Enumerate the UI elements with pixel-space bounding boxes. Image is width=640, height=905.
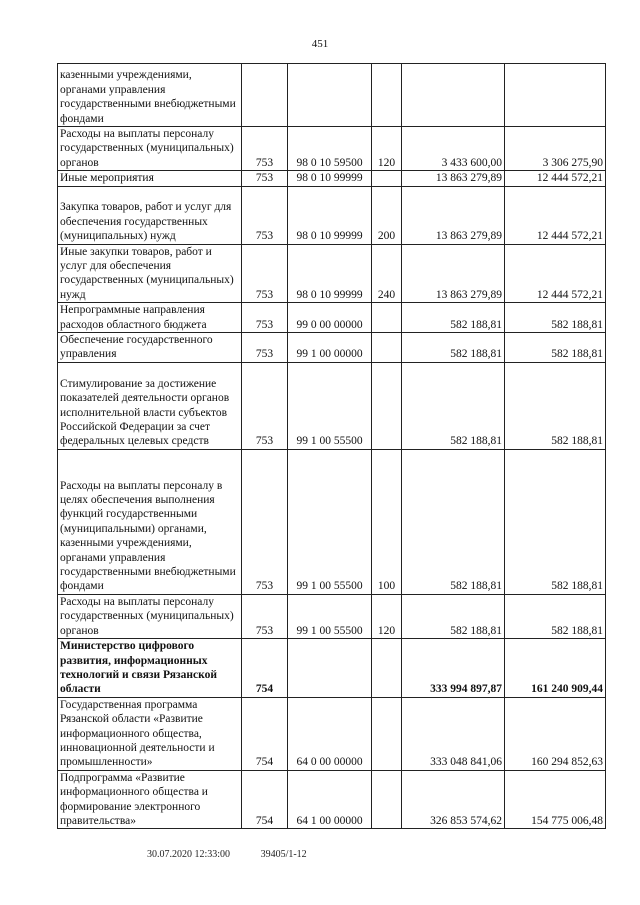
row-sum-2021-cell: 160 294 852,63 [505, 697, 606, 770]
row-sum-2020-cell: 13 863 279,89 [402, 244, 505, 303]
row-ved-cell [242, 64, 288, 127]
row-vr-cell [372, 362, 402, 449]
table-row [58, 244, 606, 303]
table-row [58, 186, 606, 244]
row-csr-cell: 99 1 00 55500 [288, 362, 372, 449]
row-sum-2020-cell: 3 433 600,00 [402, 127, 505, 171]
row-ved-cell: 754 [242, 639, 288, 698]
row-sum-2021-cell: 12 444 572,21 [505, 244, 606, 303]
row-csr-cell: 64 1 00 00000 [288, 770, 372, 829]
row-csr-cell [288, 639, 372, 698]
row-csr-cell: 99 1 00 00000 [288, 333, 372, 363]
row-name-cell: Иные закупки товаров, работ и услуг для обеспечения государственных (муниципальных) нужд [58, 244, 242, 303]
row-csr-cell: 99 0 00 00000 [288, 303, 372, 333]
row-vr-cell: 100 [372, 449, 402, 594]
row-ved-cell: 754 [242, 770, 288, 829]
row-ved-cell: 753 [242, 186, 288, 244]
row-csr-cell: 99 1 00 55500 [288, 449, 372, 594]
row-sum-2020-cell: 333 048 841,06 [402, 697, 505, 770]
row-ved-cell: 753 [242, 127, 288, 171]
row-vr-cell: 240 [372, 244, 402, 303]
row-sum-2020-cell: 582 188,81 [402, 333, 505, 363]
row-vr-cell: 120 [372, 127, 402, 171]
table-row [58, 594, 606, 638]
row-name-cell: Расходы на выплаты персоналу государственных (муниципальных) органов [58, 594, 242, 638]
row-sum-2020-cell: 582 188,81 [402, 594, 505, 638]
row-sum-2021-cell: 3 306 275,90 [505, 127, 606, 171]
row-sum-2020-cell: 582 188,81 [402, 362, 505, 449]
row-ved-cell: 753 [242, 594, 288, 638]
table-row [58, 449, 606, 594]
row-ved-cell: 753 [242, 171, 288, 186]
row-name-cell: Министерство цифрового развития, информационных технологий и связи Рязанской области [58, 639, 242, 698]
row-csr-cell [288, 64, 372, 127]
row-csr-cell: 98 0 10 99999 [288, 171, 372, 186]
row-sum-2020-cell: 582 188,81 [402, 303, 505, 333]
page-number: 451 [311, 38, 329, 50]
row-sum-2020-cell: 582 188,81 [402, 449, 505, 594]
row-ved-cell: 753 [242, 449, 288, 594]
row-sum-2021-cell: 154 775 006,48 [505, 770, 606, 829]
row-ved-cell: 753 [242, 333, 288, 363]
row-name-cell: Расходы на выплаты персоналу государственных (муниципальных) органов [58, 127, 242, 171]
table-row [58, 171, 606, 186]
table-row [58, 303, 606, 333]
row-vr-cell [372, 303, 402, 333]
row-sum-2021-cell: 12 444 572,21 [505, 171, 606, 186]
row-ved-cell: 753 [242, 303, 288, 333]
row-vr-cell [372, 770, 402, 829]
row-sum-2020-cell: 13 863 279,89 [402, 171, 505, 186]
row-name-cell: Расходы на выплаты персоналу в целях обеспечения выполнения функций государственными (муниципальными) органами, казенными учреждениями, органами управления государственными внебюджетными фондами [58, 449, 242, 594]
row-csr-cell: 98 0 10 99999 [288, 244, 372, 303]
row-name-cell: Непрограммные направления расходов областного бюджета [58, 303, 242, 333]
row-ved-cell: 753 [242, 244, 288, 303]
row-name-cell: Государственная программа Рязанской области «Развитие информационного общества, инновационной деятельности и промышленности» [58, 697, 242, 770]
row-sum-2020-cell [402, 64, 505, 127]
row-ved-cell: 754 [242, 697, 288, 770]
row-csr-cell: 64 0 00 00000 [288, 697, 372, 770]
budget-table [57, 63, 606, 829]
row-vr-cell [372, 64, 402, 127]
row-sum-2020-cell: 13 863 279,89 [402, 186, 505, 244]
row-sum-2021-cell [505, 64, 606, 127]
table-row [58, 362, 606, 449]
row-name-cell: Подпрограмма «Развитие информационного общества и формирование электронного правительства» [58, 770, 242, 829]
row-sum-2021-cell: 582 188,81 [505, 594, 606, 638]
row-sum-2021-cell: 582 188,81 [505, 333, 606, 363]
row-sum-2021-cell: 12 444 572,21 [505, 186, 606, 244]
footer [147, 849, 335, 860]
row-vr-cell [372, 171, 402, 186]
table-row [58, 639, 606, 698]
row-name-cell: Иные мероприятия [58, 171, 242, 186]
table-row [58, 333, 606, 363]
row-sum-2020-cell: 326 853 574,62 [402, 770, 505, 829]
row-vr-cell: 200 [372, 186, 402, 244]
row-name-cell: Стимулирование за достижение показателей деятельности органов исполнительной власти субъектов Российской Федерации за счет федеральных целевых средств [58, 362, 242, 449]
row-vr-cell: 120 [372, 594, 402, 638]
table-row [58, 770, 606, 829]
row-sum-2021-cell: 161 240 909,44 [505, 639, 606, 698]
row-csr-cell: 99 1 00 55500 [288, 594, 372, 638]
row-name-cell: Закупка товаров, работ и услуг для обеспечения государственных (муниципальных) нужд [58, 186, 242, 244]
row-csr-cell: 98 0 10 59500 [288, 127, 372, 171]
row-ved-cell: 753 [242, 362, 288, 449]
table-row [58, 127, 606, 171]
row-sum-2021-cell: 582 188,81 [505, 303, 606, 333]
row-name-cell: Обеспечение государственного управления [58, 333, 242, 363]
row-vr-cell [372, 697, 402, 770]
row-vr-cell [372, 333, 402, 363]
table-row [58, 697, 606, 770]
footer-datetime: 30.07.2020 12:33:00 [147, 849, 231, 860]
table-row [58, 64, 606, 127]
row-sum-2020-cell: 333 994 897,87 [402, 639, 505, 698]
table-body [58, 64, 606, 829]
row-csr-cell: 98 0 10 99999 [288, 186, 372, 244]
row-sum-2021-cell: 582 188,81 [505, 449, 606, 594]
row-vr-cell [372, 639, 402, 698]
row-name-cell: казенными учреждениями, органами управления государственными внебюджетными фондами [58, 64, 242, 127]
footer-doc-id: 39405/1-12 [260, 849, 307, 860]
row-sum-2021-cell: 582 188,81 [505, 362, 606, 449]
